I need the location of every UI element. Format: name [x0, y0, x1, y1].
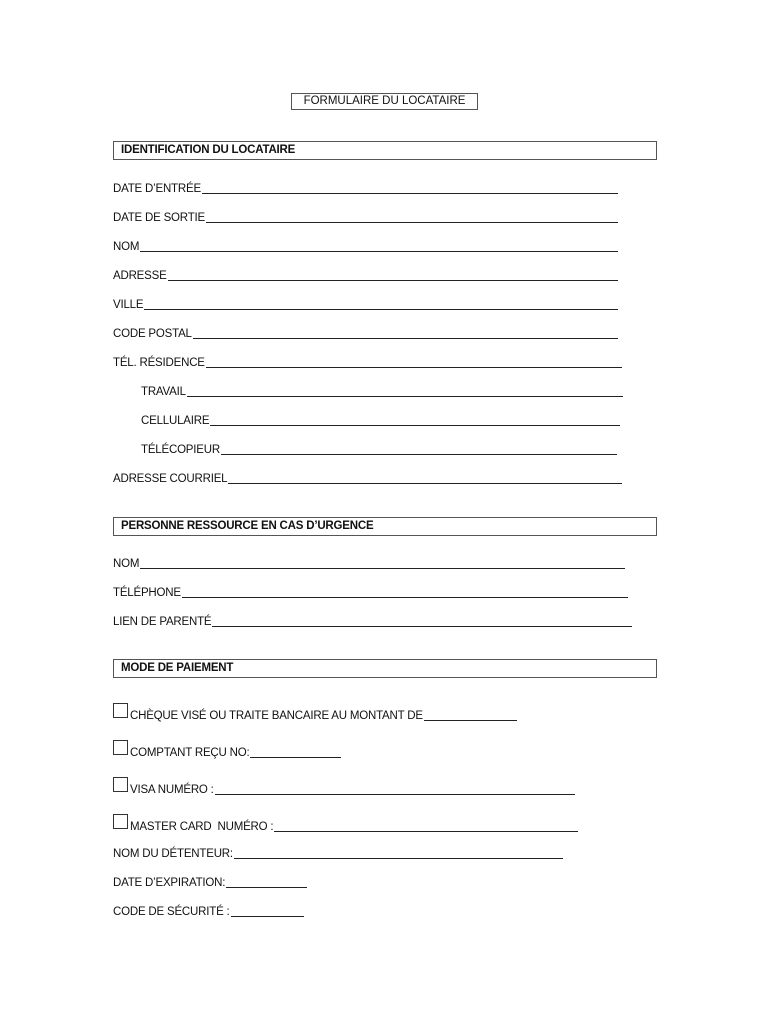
- input-line[interactable]: [250, 757, 341, 758]
- field-telecopieur[interactable]: [141, 441, 617, 457]
- section-header-paiement: MODE DE PAIEMENT: [113, 659, 657, 678]
- input-line[interactable]: [202, 193, 618, 194]
- field-date-entree[interactable]: [113, 180, 618, 196]
- input-line[interactable]: [226, 887, 307, 888]
- option-comptant[interactable]: [113, 740, 341, 760]
- section-header-identification: IDENTIFICATION DU LOCATAIRE: [113, 141, 657, 160]
- input-line[interactable]: [234, 858, 563, 859]
- field-label: TÉL. RÉSIDENCE: [113, 357, 205, 369]
- input-line[interactable]: [206, 367, 622, 368]
- input-line[interactable]: [144, 309, 618, 310]
- option-visa[interactable]: [113, 777, 575, 797]
- input-line[interactable]: [187, 396, 623, 397]
- field-label: TÉLÉPHONE: [113, 587, 181, 599]
- field-cellulaire[interactable]: [141, 412, 620, 428]
- field-label: DATE DE SORTIE: [113, 212, 205, 224]
- field-code-postal[interactable]: [113, 325, 618, 341]
- option-cheque[interactable]: [113, 703, 517, 723]
- section-header-urgence: PERSONNE RESSOURCE EN CAS D’URGENCE: [113, 517, 657, 536]
- field-label: ADRESSE: [113, 270, 167, 282]
- field-label: DATE D’ENTRÉE: [113, 183, 201, 195]
- checkbox-mastercard[interactable]: [113, 814, 128, 829]
- option-label: COMPTANT REÇU NO:: [130, 747, 250, 759]
- option-mastercard[interactable]: [113, 814, 578, 834]
- field-urgence-telephone[interactable]: [113, 584, 628, 600]
- field-nom-detenteur[interactable]: [113, 845, 563, 861]
- field-label: CELLULAIRE: [141, 415, 210, 427]
- field-date-expiration[interactable]: [113, 874, 307, 890]
- field-tel-residence[interactable]: [113, 354, 622, 370]
- field-label: ADRESSE COURRIEL: [113, 473, 228, 485]
- input-line[interactable]: [206, 222, 618, 223]
- field-adresse[interactable]: [113, 267, 618, 283]
- checkbox-comptant[interactable]: [113, 740, 128, 755]
- field-nom[interactable]: [113, 238, 618, 254]
- input-line[interactable]: [193, 338, 618, 339]
- input-line[interactable]: [424, 720, 517, 721]
- option-label: VISA NUMÉRO :: [130, 784, 214, 796]
- input-line[interactable]: [221, 454, 617, 455]
- field-urgence-nom[interactable]: [113, 555, 625, 571]
- checkbox-visa[interactable]: [113, 777, 128, 792]
- input-line[interactable]: [140, 251, 618, 252]
- input-line[interactable]: [215, 794, 575, 795]
- field-label: CODE POSTAL: [113, 328, 192, 340]
- field-label: TÉLÉCOPIEUR: [141, 444, 220, 456]
- field-label: VILLE: [113, 299, 144, 311]
- field-code-securite[interactable]: [113, 903, 304, 919]
- form-title: FORMULAIRE DU LOCATAIRE: [291, 93, 478, 110]
- field-label: NOM: [113, 241, 140, 253]
- field-ville[interactable]: [113, 296, 618, 312]
- input-line[interactable]: [274, 831, 578, 832]
- input-line[interactable]: [140, 568, 625, 569]
- field-label: DATE D’EXPIRATION:: [113, 877, 226, 889]
- input-line[interactable]: [212, 626, 632, 627]
- input-line[interactable]: [210, 425, 620, 426]
- input-line[interactable]: [228, 483, 622, 484]
- checkbox-cheque[interactable]: [113, 703, 128, 718]
- option-label: CHÈQUE VISÉ OU TRAITE BANCAIRE AU MONTANT DE: [130, 710, 423, 722]
- field-adresse-courriel[interactable]: [113, 470, 622, 486]
- field-label: LIEN DE PARENTÉ: [113, 616, 212, 628]
- field-label: NOM DU DÉTENTEUR:: [113, 848, 233, 860]
- input-line[interactable]: [168, 280, 618, 281]
- field-label: CODE DE SÉCURITÉ :: [113, 906, 230, 918]
- input-line[interactable]: [182, 597, 628, 598]
- field-urgence-lien-parente[interactable]: [113, 613, 632, 629]
- option-label: MASTER CARD NUMÉRO :: [130, 821, 274, 833]
- field-label: NOM: [113, 558, 140, 570]
- field-date-sortie[interactable]: [113, 209, 618, 225]
- field-travail[interactable]: [141, 383, 623, 399]
- input-line[interactable]: [231, 916, 304, 917]
- field-label: TRAVAIL: [141, 386, 186, 398]
